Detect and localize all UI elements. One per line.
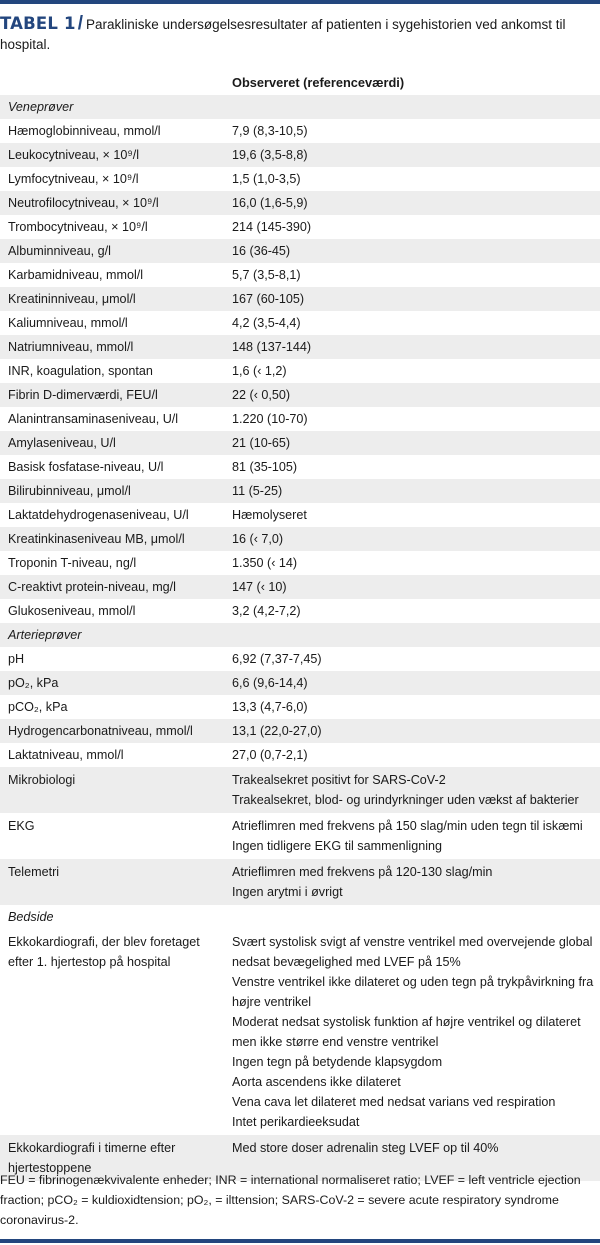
value-line: Trakealsekret, blod- og urindyrkninger uden vækst af bakterier (232, 793, 579, 807)
value-line: Aorta ascendens ikke dilateret (232, 1075, 401, 1089)
param-cell: Neutrofilocytniveau, × 10⁹/l (8, 196, 159, 210)
table-row (0, 239, 600, 263)
table-row (0, 263, 600, 287)
value-cell: 13,1 (22,0-27,0) (232, 724, 322, 738)
value-line: Moderat nedsat systolisk funktion af højre ventrikel og dilateret (232, 1015, 581, 1029)
param-cell: Leukocytniveau, × 10⁹/l (8, 148, 140, 162)
param-cell: Lymfocytniveau, × 10⁹/l (8, 172, 139, 186)
table-row (0, 215, 600, 239)
value-line: nedsat bevægelighed med LVEF på 15% (232, 955, 461, 969)
value-line: Atrieflimren med frekvens på 120-130 slag/min (232, 865, 493, 879)
param-cell: INR, koagulation, spontan (8, 364, 153, 378)
value-cell: 1,6 (‹ 1,2) (232, 364, 287, 378)
table-row (0, 455, 600, 479)
table-row (0, 719, 600, 743)
footnote-line: coronavirus-2. (0, 1213, 79, 1227)
value-cell (224, 859, 600, 905)
table-row (0, 359, 600, 383)
param-cell: pO₂, kPa (8, 676, 59, 690)
param-cell: Glukoseniveau, mmol/l (8, 604, 136, 618)
value-cell: 27,0 (0,7-2,1) (232, 748, 308, 762)
param-cell: Kreatinkinaseniveau MB, μmol/l (8, 532, 185, 546)
footnote-line: fraction; pCO₂ = kuldioxidtension; pO₂, = ilttension; SARS-CoV-2 = severe acute respiratory syndrome (0, 1193, 559, 1207)
param-cell: C-reaktivt protein-niveau, mg/l (8, 580, 176, 594)
results-table (0, 70, 600, 1181)
value-cell: 21 (10-65) (232, 436, 291, 450)
value-cell: 7,9 (8,3-10,5) (232, 124, 308, 138)
section-label: Veneprøver (8, 100, 74, 114)
table-row (0, 167, 600, 191)
value-line: Ingen arytmi i øvrigt (232, 885, 343, 899)
value-line: Atrieflimren med frekvens på 150 slag/min uden tegn til iskæmi (232, 819, 583, 833)
value-cell: 4,2 (3,5-4,4) (232, 316, 301, 330)
table-row (0, 551, 600, 575)
value-line: Svært systolisk svigt af venstre ventrikel med overvejende global (232, 935, 593, 949)
value-cell: 147 (‹ 10) (232, 580, 287, 594)
param-cell: pCO₂, kPa (8, 700, 68, 714)
param-cell: Mikrobiologi (8, 773, 76, 787)
section-label: Bedside (8, 910, 54, 924)
value-cell: Hæmolyseret (232, 508, 307, 522)
param-cell: pH (8, 652, 25, 666)
param-cell: Laktatdehydrogenaseniveau, U/l (8, 508, 189, 522)
value-cell: 16,0 (1,6-5,9) (232, 196, 308, 210)
param-cell: Kreatininniveau, μmol/l (8, 292, 136, 306)
table-row (0, 311, 600, 335)
value-cell: 16 (‹ 7,0) (232, 532, 284, 546)
param-line: Ekkokardiografi i timerne efter (8, 1141, 176, 1155)
table-label: TABEL 1 (0, 14, 76, 33)
param-line: hjertestoppene (8, 1161, 92, 1175)
value-line: Ingen tidligere EKG til sammenligning (232, 839, 443, 853)
param-cell: Natriumniveau, mmol/l (8, 340, 134, 354)
value-line: Med store doser adrenalin steg LVEF op til 40% (232, 1141, 499, 1155)
bottom-rule (0, 1239, 600, 1243)
row-telemetri (0, 859, 600, 905)
table-row (0, 407, 600, 431)
param-cell: Bilirubinniveau, μmol/l (8, 484, 131, 498)
value-cell (224, 813, 600, 859)
value-cell: 1.350 (‹ 14) (232, 556, 298, 570)
row-ekg (0, 813, 600, 859)
param-cell: EKG (8, 819, 35, 833)
value-line: Ingen tegn på betydende klapsygdom (232, 1055, 443, 1069)
table-row (0, 335, 600, 359)
top-rule (0, 0, 600, 4)
value-cell: 11 (5-25) (232, 484, 283, 498)
table-row (0, 191, 600, 215)
table-footnote (0, 1170, 600, 1230)
param-cell: Alanintransaminaseniveau, U/l (8, 412, 179, 426)
table-header (0, 70, 600, 95)
param-cell: Hæmoglobinniveau, mmol/l (8, 124, 161, 138)
caption-slash: / (77, 13, 84, 34)
table-row (0, 671, 600, 695)
value-cell: 19,6 (3,5-8,8) (232, 148, 308, 162)
value-cell: 6,92 (7,37-7,45) (232, 652, 322, 666)
value-cell: 13,3 (4,7-6,0) (232, 700, 308, 714)
param-cell: Hydrogencarbonatniveau, mmol/l (8, 724, 193, 738)
table-row (0, 383, 600, 407)
value-cell: 5,7 (3,5-8,1) (232, 268, 301, 282)
value-cell: 1,5 (1,0-3,5) (232, 172, 301, 186)
footnote-line: FEU = fibrinogenækvivalente enheder; INR = international normaliseret ratio; LVEF = left ventricle ejection (0, 1173, 581, 1187)
param-cell: Trombocytniveau, × 10⁹/l (8, 220, 148, 234)
value-line: Intet perikardieeksudat (232, 1115, 360, 1129)
value-cell (224, 767, 600, 813)
param-cell: Telemetri (8, 865, 60, 879)
value-cell: 3,2 (4,2-7,2) (232, 604, 301, 618)
table-row (0, 647, 600, 671)
param-cell (0, 929, 224, 1135)
value-line: Trakealsekret positivt for SARS-CoV-2 (232, 773, 446, 787)
section-row-bedside (0, 905, 600, 929)
section-row-arterieproever (0, 623, 600, 647)
table-row (0, 743, 600, 767)
value-cell: 81 (35-105) (232, 460, 298, 474)
section-label: Arterieprøver (8, 628, 82, 642)
value-line: højre ventrikel (232, 995, 312, 1009)
value-line: Venstre ventrikel ikke dilateret og uden tegn på trykpåvirkning fra (232, 975, 594, 989)
param-cell: Basisk fosfatase-niveau, U/l (8, 460, 164, 474)
value-cell: 16 (36-45) (232, 244, 291, 258)
value-cell: 6,6 (9,6-14,4) (232, 676, 308, 690)
table-row (0, 503, 600, 527)
param-cell: Troponin T-niveau, ng/l (8, 556, 137, 570)
table-title: Parakliniske undersøgelsesresultater af patienten i sygehistorien ved ankomst til hospital. (0, 17, 566, 52)
venous-rows (0, 119, 600, 623)
table-row (0, 431, 600, 455)
value-cell: 1.220 (10-70) (232, 412, 308, 426)
table-row (0, 287, 600, 311)
table-row (0, 527, 600, 551)
param-line: efter 1. hjertestop på hospital (8, 955, 171, 969)
value-cell: 167 (60-105) (232, 292, 305, 306)
header-observed: Observeret (referenceværdi) (232, 75, 405, 90)
table-row (0, 695, 600, 719)
value-cell (224, 929, 600, 1135)
param-cell: Kaliumniveau, mmol/l (8, 316, 128, 330)
value-line: men ikke større end venstre ventrikel (232, 1035, 439, 1049)
table-row (0, 143, 600, 167)
table-row (0, 599, 600, 623)
table-row (0, 479, 600, 503)
row-ekkokardiografi-1 (0, 929, 600, 1135)
section-row-veneproever (0, 95, 600, 119)
param-cell: Albuminniveau, g/l (8, 244, 111, 258)
value-cell: 22 (‹ 0,50) (232, 388, 291, 402)
row-mikrobiologi (0, 767, 600, 813)
param-cell: Fibrin D-dimerværdi, FEU/l (8, 388, 158, 402)
table-row (0, 575, 600, 599)
value-line: Vena cava let dilateret med nedsat varians ved respiration (232, 1095, 556, 1109)
table-row (0, 119, 600, 143)
value-cell: 148 (137-144) (232, 340, 312, 354)
arterial-rows (0, 647, 600, 767)
param-line: Ekkokardiografi, der blev foretaget (8, 935, 200, 949)
param-cell: Karbamidniveau, mmol/l (8, 268, 144, 282)
param-cell: Laktatniveau, mmol/l (8, 748, 124, 762)
param-cell: Amylaseniveau, U/l (8, 436, 116, 450)
table-caption (0, 14, 590, 55)
value-cell: 214 (145-390) (232, 220, 312, 234)
